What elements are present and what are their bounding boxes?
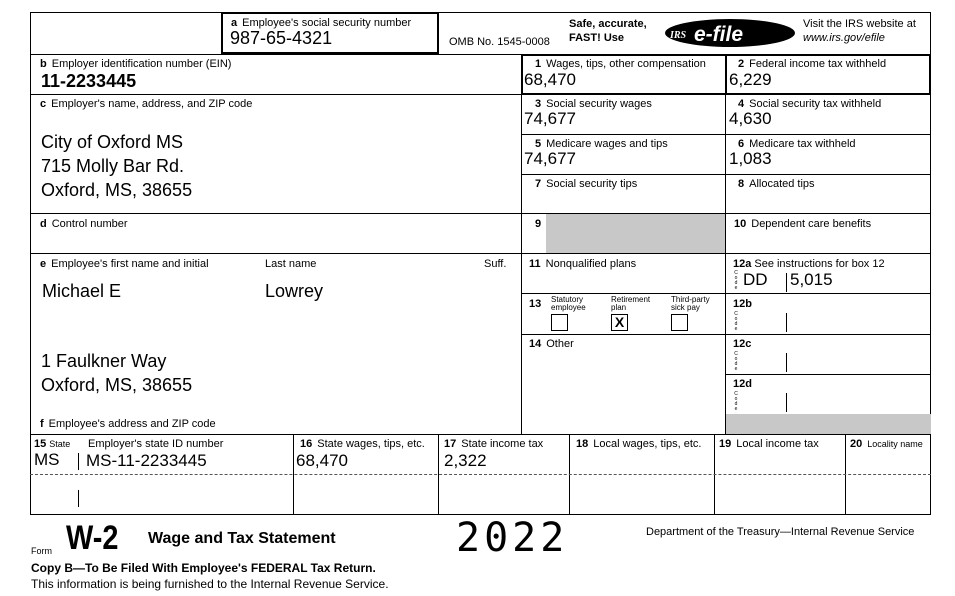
box15-label: 15 State <box>34 438 71 450</box>
state-row-divider <box>30 474 931 475</box>
employee-address2: Oxford, MS, 38655 <box>41 375 193 395</box>
box12a-label: 12a See instructions for box 12 <box>733 258 885 270</box>
box12a-amount: 5,015 <box>790 270 833 289</box>
rule <box>521 94 522 434</box>
rule <box>78 453 79 470</box>
box4-value: 4,630 <box>729 109 772 128</box>
rule <box>30 94 931 95</box>
box6-label: 6 Medicare tax withheld <box>738 138 856 150</box>
ssn-value: 987-65-4321 <box>230 28 333 48</box>
rule <box>78 490 79 507</box>
svg-text:IRS: IRS <box>670 30 687 41</box>
employee-last-label: Last name <box>265 258 317 270</box>
rule <box>725 374 931 375</box>
department-label: Department of the Treasury—Internal Revenue Service <box>646 526 915 538</box>
employee-first-name: Michael E <box>42 281 122 301</box>
box1-label: 1 Wages, tips, other compensation <box>535 58 706 70</box>
employer-address2: Oxford, MS, 38655 <box>41 180 193 200</box>
rule <box>30 253 931 254</box>
ssn-label: a Employee's social security number <box>231 17 412 29</box>
ein-value: 11-2233445 <box>41 71 137 91</box>
rule <box>786 393 787 412</box>
form-word: Form <box>31 546 52 556</box>
box10-label: 10 Dependent care benefits <box>734 218 872 230</box>
box6-value: 1,083 <box>729 149 772 168</box>
box9-label: 9 <box>535 218 542 230</box>
box17-label: 17 State income tax <box>444 438 544 450</box>
rule <box>725 94 726 434</box>
irs-website: Visit the IRS website at www.irs.gov/efile <box>803 18 916 44</box>
employee-last-name: Lowrey <box>265 281 324 301</box>
rule <box>521 134 931 135</box>
box20-label: 20 Locality name <box>850 438 923 450</box>
box12a-code: DD <box>743 270 768 289</box>
box4-label: 4 Social security tax withheld <box>738 98 882 110</box>
omb-number: OMB No. 1545-0008 <box>449 36 550 48</box>
statutory-employee-checkbox[interactable] <box>551 314 568 331</box>
info-line: This information is being furnished to the Internal Revenue Service. <box>31 577 389 591</box>
box18-label: 18 Local wages, tips, etc. <box>576 438 702 450</box>
rule <box>30 434 931 435</box>
box16-value: 68,470 <box>296 451 348 470</box>
safe-accurate: Safe, accurate, FAST! Use <box>569 18 647 44</box>
copy-b-line: Copy B—To Be Filed With Employee's FEDERAL Tax Return. <box>31 561 376 575</box>
box12c-code-caption: Code <box>734 351 738 372</box>
form-name: W-2 <box>66 519 119 557</box>
tax-year: 2022 <box>456 515 569 561</box>
irs-efile-logo <box>664 18 796 48</box>
box12d-code-caption: Code <box>734 391 738 412</box>
box14-label: 14 Other <box>529 338 574 350</box>
employer-name-label: c Employer's name, address, and ZIP code <box>40 98 253 110</box>
rule <box>521 174 931 175</box>
box9-shade <box>546 214 725 253</box>
rule <box>786 273 787 292</box>
box3-label: 3 Social security wages <box>535 98 652 110</box>
rule <box>30 213 931 214</box>
box1-value: 68,470 <box>524 70 576 89</box>
employee-address-label: f Employee's address and ZIP code <box>40 418 216 430</box>
box12b-code-caption: Code <box>734 311 738 332</box>
rule <box>521 334 725 335</box>
svg-text:e-file: e-file <box>694 23 744 46</box>
rule <box>725 293 931 294</box>
box13-statutory-label: Statutory employee <box>551 295 586 312</box>
box13-retirement-label: Retirement plan <box>611 295 651 312</box>
rule <box>786 313 787 332</box>
employer-address1: 715 Molly Bar Rd. <box>41 156 185 176</box>
employer-name: City of Oxford MS <box>41 132 184 152</box>
employee-first-label: e Employee's first name and initial <box>40 258 209 270</box>
box3-value: 74,677 <box>524 109 576 128</box>
employee-suffix-label: Suff. <box>484 258 507 270</box>
box17-value: 2,322 <box>444 451 487 470</box>
state-code: MS <box>34 450 60 469</box>
box12b-label: 12b <box>733 298 752 310</box>
box13-number: 13 <box>529 298 542 310</box>
box5-value: 74,677 <box>524 149 576 168</box>
rule <box>521 293 725 294</box>
box7-label: 7 Social security tips <box>535 178 638 190</box>
employee-address1: 1 Faulkner Way <box>41 351 167 371</box>
box11-label: 11 Nonqualified plans <box>529 258 637 270</box>
form-title: Wage and Tax Statement <box>148 530 336 547</box>
box12c-label: 12c <box>733 338 752 350</box>
rule <box>725 334 931 335</box>
ein-label: b Employer identification number (EIN) <box>40 58 232 70</box>
box13-thirdparty-label: Third-party sick pay <box>671 295 710 312</box>
rule <box>786 353 787 372</box>
box2-label: 2 Federal income tax withheld <box>738 58 887 70</box>
box5-label: 5 Medicare wages and tips <box>535 138 668 150</box>
retirement-plan-checkbox[interactable]: X <box>611 314 628 331</box>
box12a-code-caption: Code <box>734 270 738 291</box>
control-number-label: d Control number <box>40 218 128 230</box>
third-party-sick-pay-checkbox[interactable] <box>671 314 688 331</box>
box12-shade <box>726 414 931 434</box>
box12d-label: 12d <box>733 378 752 390</box>
box19-label: 19 Local income tax <box>719 438 819 450</box>
box16-label: 16 State wages, tips, etc. <box>300 438 425 450</box>
box8-label: 8 Allocated tips <box>738 178 815 190</box>
box2-value: 6,229 <box>729 70 772 89</box>
box15-id-label: Employer's state ID number <box>88 438 224 450</box>
state-id: MS-11-2233445 <box>86 451 207 470</box>
